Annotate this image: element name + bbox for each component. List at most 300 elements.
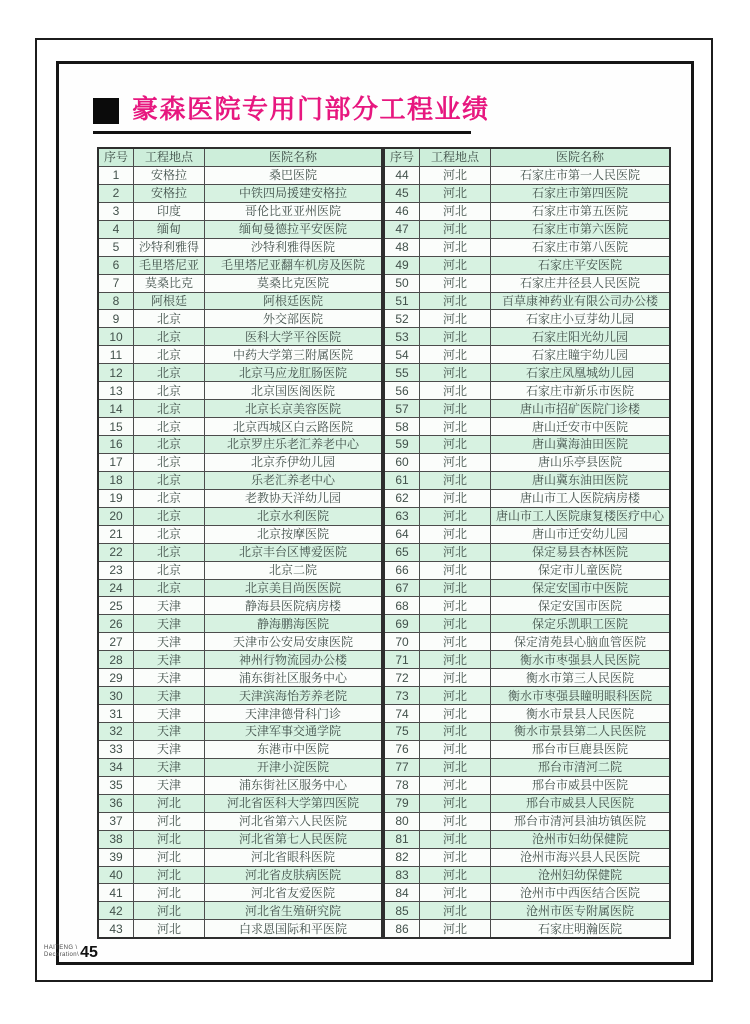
table-row — [384, 525, 670, 543]
table-row — [384, 400, 670, 418]
location-cell: 河北 — [420, 651, 491, 669]
location-cell: 河北 — [420, 184, 491, 202]
row-number-cell: 71 — [384, 651, 420, 669]
row-number-cell: 5 — [98, 238, 134, 256]
table-row — [384, 543, 670, 561]
table-row — [384, 256, 670, 274]
row-number-cell: 43 — [98, 920, 134, 938]
hospital-name-cell: 沧州市医专附属医院 — [491, 902, 671, 920]
row-number-cell: 77 — [384, 758, 420, 776]
location-cell: 河北 — [420, 507, 491, 525]
hospital-name-cell: 天津滨海怡芳养老院 — [205, 687, 383, 705]
location-cell: 北京 — [134, 418, 205, 436]
table-row — [98, 597, 382, 615]
location-cell: 天津 — [134, 651, 205, 669]
row-number-cell: 74 — [384, 705, 420, 723]
hospital-name-cell: 邢台市威县人民医院 — [491, 794, 671, 812]
location-cell: 河北 — [420, 453, 491, 471]
table-row — [98, 633, 382, 651]
location-cell: 河北 — [420, 436, 491, 454]
hospital-name-cell: 沧州市妇幼保健院 — [491, 830, 671, 848]
row-number-cell: 14 — [98, 400, 134, 418]
table-row — [384, 310, 670, 328]
hospital-name-cell: 河北省医科大学第四医院 — [205, 794, 383, 812]
column-header: 序号 — [384, 148, 420, 166]
table-row — [98, 489, 382, 507]
column-header: 工程地点 — [134, 148, 205, 166]
row-number-cell: 48 — [384, 238, 420, 256]
hospital-name-cell: 外交部医院 — [205, 310, 383, 328]
location-cell: 河北 — [420, 776, 491, 794]
hospital-name-cell: 河北省生殖研究院 — [205, 902, 383, 920]
row-number-cell: 36 — [98, 794, 134, 812]
hospital-name-cell: 沙特利雅得医院 — [205, 238, 383, 256]
row-number-cell: 63 — [384, 507, 420, 525]
table-row — [98, 346, 382, 364]
location-cell: 河北 — [420, 166, 491, 184]
hospital-name-cell: 石家庄市新乐市医院 — [491, 382, 671, 400]
location-cell: 北京 — [134, 525, 205, 543]
location-cell: 安格拉 — [134, 166, 205, 184]
hospital-name-cell: 石家庄瞳宇幼儿园 — [491, 346, 671, 364]
location-cell: 北京 — [134, 382, 205, 400]
table-row — [98, 292, 382, 310]
table-row — [384, 597, 670, 615]
table-row — [384, 848, 670, 866]
table-row — [384, 202, 670, 220]
row-number-cell: 78 — [384, 776, 420, 794]
hospital-name-cell: 百草康神药业有限公司办公楼 — [491, 292, 671, 310]
hospital-name-cell: 阿根廷医院 — [205, 292, 383, 310]
hospital-name-cell: 唐山乐亭县医院 — [491, 453, 671, 471]
location-cell: 天津 — [134, 723, 205, 741]
table-row — [98, 453, 382, 471]
row-number-cell: 27 — [98, 633, 134, 651]
table-row — [384, 471, 670, 489]
hospital-name-cell: 北京水利医院 — [205, 507, 383, 525]
hospital-name-cell: 白求恩国际和平医院 — [205, 920, 383, 938]
row-number-cell: 39 — [98, 848, 134, 866]
table-row — [384, 364, 670, 382]
location-cell: 河北 — [420, 238, 491, 256]
row-number-cell: 68 — [384, 597, 420, 615]
hospital-name-cell: 北京罗庄乐老汇养老中心 — [205, 436, 383, 454]
row-number-cell: 67 — [384, 579, 420, 597]
location-cell: 河北 — [134, 866, 205, 884]
table-row — [384, 220, 670, 238]
hospital-name-cell: 北京按摩医院 — [205, 525, 383, 543]
table-row — [98, 794, 382, 812]
location-cell: 河北 — [420, 687, 491, 705]
hospital-name-cell: 唐山冀东油田医院 — [491, 471, 671, 489]
row-number-cell: 47 — [384, 220, 420, 238]
location-cell: 河北 — [420, 830, 491, 848]
location-cell: 河北 — [420, 723, 491, 741]
table-row — [98, 202, 382, 220]
brand-line2: Decoration\ — [44, 951, 80, 958]
projects-table-right — [383, 147, 671, 939]
location-cell: 河北 — [420, 884, 491, 902]
table-row — [98, 866, 382, 884]
table-row — [384, 705, 670, 723]
location-cell: 河北 — [420, 202, 491, 220]
hospital-name-cell: 河北省皮肤病医院 — [205, 866, 383, 884]
location-cell: 河北 — [420, 561, 491, 579]
page-title-block — [93, 93, 490, 134]
hospital-name-cell: 天津军事交通学院 — [205, 723, 383, 741]
table-row — [98, 884, 382, 902]
hospital-name-cell: 邢台市清河二院 — [491, 758, 671, 776]
hospital-name-cell: 北京西城区白云路医院 — [205, 418, 383, 436]
hospital-name-cell: 石家庄市第六医院 — [491, 220, 671, 238]
location-cell: 北京 — [134, 561, 205, 579]
hospital-name-cell: 中药大学第三附属医院 — [205, 346, 383, 364]
hospital-name-cell: 北京丰台区博爱医院 — [205, 543, 383, 561]
location-cell: 河北 — [420, 418, 491, 436]
row-number-cell: 56 — [384, 382, 420, 400]
hospital-name-cell: 沧州市海兴县人民医院 — [491, 848, 671, 866]
table-row — [384, 902, 670, 920]
hospital-name-cell: 沧州妇幼保健院 — [491, 866, 671, 884]
location-cell: 北京 — [134, 364, 205, 382]
hospital-name-cell: 静海鹏海医院 — [205, 615, 383, 633]
row-number-cell: 64 — [384, 525, 420, 543]
row-number-cell: 51 — [384, 292, 420, 310]
row-number-cell: 86 — [384, 920, 420, 938]
table-row — [384, 382, 670, 400]
table-row — [98, 669, 382, 687]
row-number-cell: 82 — [384, 848, 420, 866]
hospital-name-cell: 中铁四局援建安格拉 — [205, 184, 383, 202]
location-cell: 河北 — [420, 256, 491, 274]
row-number-cell: 65 — [384, 543, 420, 561]
row-number-cell: 81 — [384, 830, 420, 848]
row-number-cell: 17 — [98, 453, 134, 471]
row-number-cell: 34 — [98, 758, 134, 776]
row-number-cell: 72 — [384, 669, 420, 687]
table-row — [384, 615, 670, 633]
location-cell: 安格拉 — [134, 184, 205, 202]
location-cell: 河北 — [134, 848, 205, 866]
table-row — [98, 256, 382, 274]
hospital-name-cell: 沧州市中西医结合医院 — [491, 884, 671, 902]
table-row — [384, 633, 670, 651]
row-number-cell: 10 — [98, 328, 134, 346]
row-number-cell: 6 — [98, 256, 134, 274]
hospital-name-cell: 保定市儿童医院 — [491, 561, 671, 579]
hospital-name-cell: 河北省眼科医院 — [205, 848, 383, 866]
table-row — [98, 418, 382, 436]
row-number-cell: 25 — [98, 597, 134, 615]
table-row — [384, 866, 670, 884]
hospital-name-cell: 石家庄明瀚医院 — [491, 920, 671, 938]
table-row — [384, 687, 670, 705]
hospital-name-cell: 石家庄市第一人民医院 — [491, 166, 671, 184]
table-row — [384, 794, 670, 812]
hospital-name-cell: 石家庄井径县人民医院 — [491, 274, 671, 292]
row-number-cell: 13 — [98, 382, 134, 400]
table-row — [384, 184, 670, 202]
location-cell: 北京 — [134, 310, 205, 328]
location-cell: 河北 — [134, 830, 205, 848]
table-row — [384, 776, 670, 794]
row-number-cell: 20 — [98, 507, 134, 525]
location-cell: 河北 — [420, 489, 491, 507]
table-row — [98, 651, 382, 669]
table-row — [98, 776, 382, 794]
location-cell: 河北 — [420, 346, 491, 364]
hospital-name-cell: 北京美目尚医医院 — [205, 579, 383, 597]
hospital-name-cell: 河北省第六人民医院 — [205, 812, 383, 830]
location-cell: 河北 — [420, 220, 491, 238]
row-number-cell: 44 — [384, 166, 420, 184]
location-cell: 印度 — [134, 202, 205, 220]
table-row — [384, 436, 670, 454]
page-number: 45 — [80, 944, 98, 961]
table-row — [98, 705, 382, 723]
row-number-cell: 30 — [98, 687, 134, 705]
location-cell: 河北 — [420, 543, 491, 561]
location-cell: 河北 — [134, 920, 205, 938]
column-header: 医院名称 — [205, 148, 383, 166]
table-row — [98, 436, 382, 454]
table-row — [98, 328, 382, 346]
table-row — [384, 740, 670, 758]
hospital-name-cell: 桑巴医院 — [205, 166, 383, 184]
location-cell: 河北 — [420, 615, 491, 633]
location-cell: 北京 — [134, 471, 205, 489]
location-cell: 河北 — [420, 633, 491, 651]
hospital-name-cell: 河北省友爱医院 — [205, 884, 383, 902]
location-cell: 天津 — [134, 597, 205, 615]
table-row — [98, 561, 382, 579]
row-number-cell: 55 — [384, 364, 420, 382]
hospital-name-cell: 北京马应龙肛肠医院 — [205, 364, 383, 382]
hospital-name-cell: 唐山迁安市中医院 — [491, 418, 671, 436]
location-cell: 河北 — [420, 902, 491, 920]
hospital-name-cell: 邢台市巨鹿县医院 — [491, 740, 671, 758]
hospital-name-cell: 石家庄市第五医院 — [491, 202, 671, 220]
table-row — [384, 884, 670, 902]
row-number-cell: 53 — [384, 328, 420, 346]
row-number-cell: 73 — [384, 687, 420, 705]
location-cell: 河北 — [420, 705, 491, 723]
hospital-name-cell: 神州行物流园办公楼 — [205, 651, 383, 669]
brand-mark — [44, 945, 79, 959]
row-number-cell: 66 — [384, 561, 420, 579]
table-row — [98, 687, 382, 705]
row-number-cell: 59 — [384, 436, 420, 454]
row-number-cell: 35 — [98, 776, 134, 794]
table-row — [98, 812, 382, 830]
row-number-cell: 49 — [384, 256, 420, 274]
location-cell: 河北 — [134, 884, 205, 902]
hospital-name-cell: 唐山市迁安幼儿园 — [491, 525, 671, 543]
location-cell: 河北 — [420, 310, 491, 328]
location-cell: 天津 — [134, 615, 205, 633]
location-cell: 河北 — [420, 292, 491, 310]
table-row — [384, 651, 670, 669]
header-row — [98, 148, 382, 166]
location-cell: 河北 — [420, 848, 491, 866]
page-title: 豪森医院专用门部分工程业绩 — [132, 93, 490, 124]
location-cell: 河北 — [420, 794, 491, 812]
row-number-cell: 28 — [98, 651, 134, 669]
table-row — [98, 238, 382, 256]
row-number-cell: 31 — [98, 705, 134, 723]
table-row — [98, 184, 382, 202]
location-cell: 天津 — [134, 705, 205, 723]
hospital-name-cell: 衡水市枣强县瞳明眼科医院 — [491, 687, 671, 705]
table-row — [98, 220, 382, 238]
table-row — [384, 830, 670, 848]
hospital-name-cell: 静海县医院病房楼 — [205, 597, 383, 615]
table-row — [384, 453, 670, 471]
hospital-name-cell: 开津小淀医院 — [205, 758, 383, 776]
row-number-cell: 84 — [384, 884, 420, 902]
hospital-name-cell: 石家庄小豆芽幼儿园 — [491, 310, 671, 328]
table-row — [98, 400, 382, 418]
row-number-cell: 75 — [384, 723, 420, 741]
location-cell: 河北 — [134, 902, 205, 920]
row-number-cell: 83 — [384, 866, 420, 884]
table-row — [384, 561, 670, 579]
location-cell: 毛里塔尼亚 — [134, 256, 205, 274]
table-row — [98, 723, 382, 741]
row-number-cell: 76 — [384, 740, 420, 758]
row-number-cell: 29 — [98, 669, 134, 687]
table-row — [384, 920, 670, 938]
table-row — [98, 758, 382, 776]
location-cell: 北京 — [134, 346, 205, 364]
row-number-cell: 23 — [98, 561, 134, 579]
table-row — [98, 525, 382, 543]
location-cell: 河北 — [420, 740, 491, 758]
row-number-cell: 52 — [384, 310, 420, 328]
row-number-cell: 79 — [384, 794, 420, 812]
row-number-cell: 70 — [384, 633, 420, 651]
hospital-name-cell: 北京二院 — [205, 561, 383, 579]
location-cell: 河北 — [420, 400, 491, 418]
row-number-cell: 58 — [384, 418, 420, 436]
location-cell: 阿根廷 — [134, 292, 205, 310]
table-row — [384, 274, 670, 292]
hospital-name-cell: 石家庄市第四医院 — [491, 184, 671, 202]
location-cell: 河北 — [134, 812, 205, 830]
location-cell: 天津 — [134, 687, 205, 705]
location-cell: 天津 — [134, 669, 205, 687]
hospital-name-cell: 浦东街社区服务中心 — [205, 776, 383, 794]
location-cell: 北京 — [134, 436, 205, 454]
hospital-name-cell: 河北省第七人民医院 — [205, 830, 383, 848]
location-cell: 河北 — [420, 866, 491, 884]
row-number-cell: 9 — [98, 310, 134, 328]
table-row — [384, 166, 670, 184]
location-cell: 天津 — [134, 758, 205, 776]
hospital-name-cell: 石家庄平安医院 — [491, 256, 671, 274]
hospital-name-cell: 唐山市工人医院病房楼 — [491, 489, 671, 507]
row-number-cell: 2 — [98, 184, 134, 202]
row-number-cell: 85 — [384, 902, 420, 920]
location-cell: 沙特利雅得 — [134, 238, 205, 256]
brand-line1: HAITENG \ — [44, 944, 78, 951]
table-row — [384, 507, 670, 525]
table-row — [384, 579, 670, 597]
table-row — [384, 812, 670, 830]
row-number-cell: 33 — [98, 740, 134, 758]
row-number-cell: 8 — [98, 292, 134, 310]
hospital-name-cell: 唐山市招矿医院门诊楼 — [491, 400, 671, 418]
location-cell: 北京 — [134, 400, 205, 418]
table-row — [384, 489, 670, 507]
hospital-name-cell: 衡水市景县第二人民医院 — [491, 723, 671, 741]
location-cell: 河北 — [420, 274, 491, 292]
location-cell: 河北 — [420, 328, 491, 346]
hospital-name-cell: 北京长京美容医院 — [205, 400, 383, 418]
hospital-name-cell: 唐山市工人医院康复楼医疗中心 — [491, 507, 671, 525]
table-row — [98, 310, 382, 328]
table-row — [98, 166, 382, 184]
hospital-name-cell: 北京乔伊幼儿园 — [205, 453, 383, 471]
location-cell: 北京 — [134, 579, 205, 597]
hospital-name-cell: 毛里塔尼亚翻车机房及医院 — [205, 256, 383, 274]
location-cell: 河北 — [420, 920, 491, 938]
hospital-name-cell: 石家庄市第八医院 — [491, 238, 671, 256]
row-number-cell: 42 — [98, 902, 134, 920]
row-number-cell: 4 — [98, 220, 134, 238]
hospital-name-cell: 天津市公安局安康医院 — [205, 633, 383, 651]
location-cell: 天津 — [134, 633, 205, 651]
table-row — [384, 328, 670, 346]
table-row — [98, 543, 382, 561]
row-number-cell: 80 — [384, 812, 420, 830]
row-number-cell: 15 — [98, 418, 134, 436]
hospital-name-cell: 乐老汇养老中心 — [205, 471, 383, 489]
row-number-cell: 11 — [98, 346, 134, 364]
title-bullet-square — [93, 98, 119, 124]
hospital-name-cell: 邢台市清河县油坊镇医院 — [491, 812, 671, 830]
hospital-name-cell: 邢台市威县中医院 — [491, 776, 671, 794]
hospital-name-cell: 天津津德骨科门诊 — [205, 705, 383, 723]
location-cell: 北京 — [134, 453, 205, 471]
location-cell: 河北 — [420, 382, 491, 400]
table-row — [384, 669, 670, 687]
location-cell: 河北 — [420, 669, 491, 687]
table-row — [98, 902, 382, 920]
hospital-name-cell: 北京国医阁医院 — [205, 382, 383, 400]
hospital-name-cell: 保定安国市中医院 — [491, 579, 671, 597]
row-number-cell: 18 — [98, 471, 134, 489]
hospital-name-cell: 唐山冀海油田医院 — [491, 436, 671, 454]
row-number-cell: 41 — [98, 884, 134, 902]
row-number-cell: 50 — [384, 274, 420, 292]
table-row — [384, 292, 670, 310]
column-header: 医院名称 — [491, 148, 671, 166]
hospital-name-cell: 石家庄凤凰城幼儿园 — [491, 364, 671, 382]
table-row — [384, 238, 670, 256]
row-number-cell: 69 — [384, 615, 420, 633]
hospital-name-cell: 老教协天洋幼儿园 — [205, 489, 383, 507]
location-cell: 河北 — [420, 758, 491, 776]
row-number-cell: 26 — [98, 615, 134, 633]
table-row — [98, 615, 382, 633]
row-number-cell: 37 — [98, 812, 134, 830]
row-number-cell: 1 — [98, 166, 134, 184]
row-number-cell: 7 — [98, 274, 134, 292]
table-row — [98, 382, 382, 400]
table-row — [98, 848, 382, 866]
row-number-cell: 24 — [98, 579, 134, 597]
